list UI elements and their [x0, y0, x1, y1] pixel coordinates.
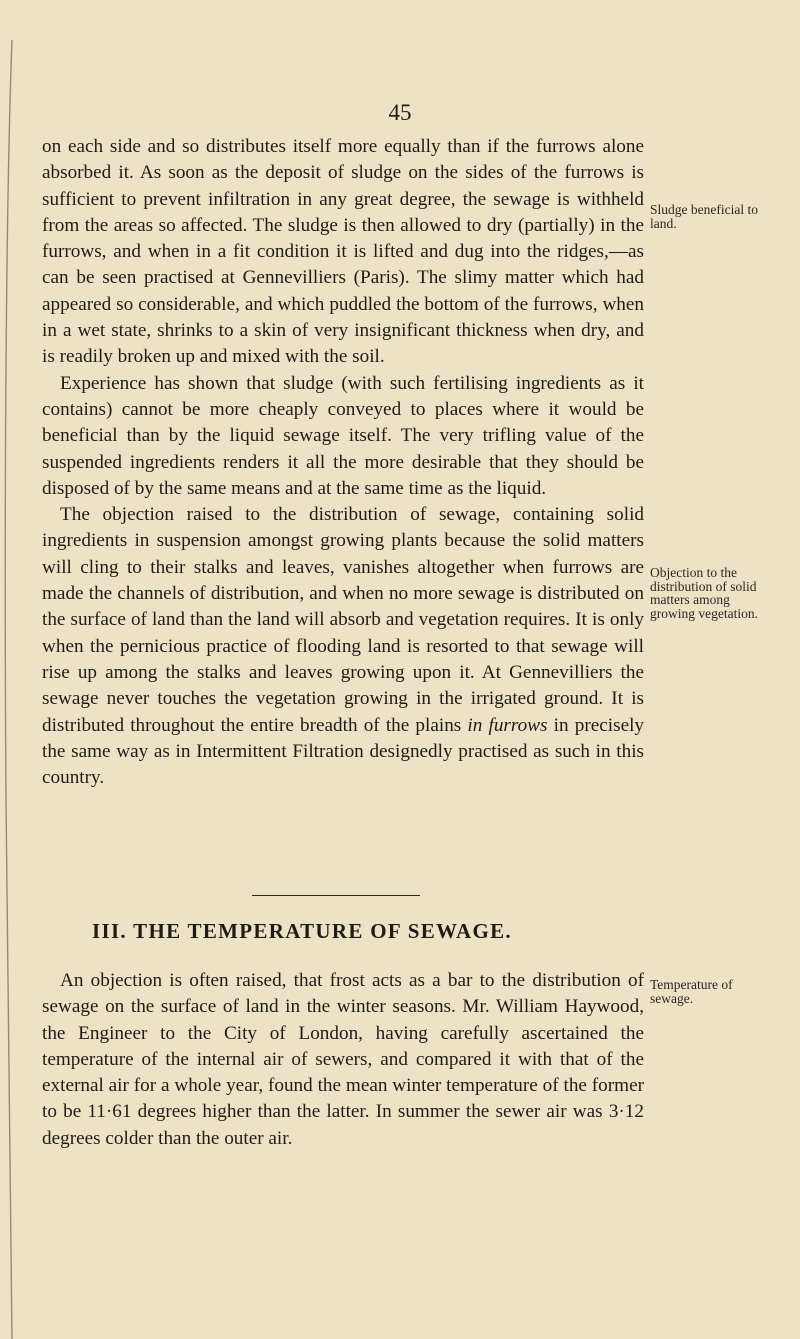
- section-heading: III. THE TEMPERATURE OF SEWAGE.: [92, 919, 512, 943]
- emphasis-in-furrows: in furrows: [467, 714, 548, 736]
- paragraph-1: on each side and so distributes itself more equally than if the furrows alone absorbed it. As soon as the deposit of sludge on the sides of the furrows is sufficient to prevent infiltration in any great degree, the sewage is withheld from the areas so affected. The sludge is then allowed to dry (partially) in the furrows, and when in a fit condition it is lifted and dug into the ridges,—as can be seen practised at Gennevilliers (Paris). The slimy matter which had appeared so considerable, and which puddled the bottom of the furrows, when in a wet state, shrinks to a skin of very insignificant thickness when dry, and is readily broken up and mixed with the soil.: [42, 136, 644, 368]
- paragraph-2: Experience has shown that sludge (with such fertilising ingredients as it contains) cannot be more cheaply conveyed to places where it would be beneficial than by the liquid sewage itself. The very trifling value of the suspended ingredients renders it all the more desirable that they should be disposed of by the same means and at the same time as the liquid.: [42, 372, 644, 499]
- page-curve-shadow: [0, 0, 20, 1339]
- paragraph-3-end: in precisely the same way as in Intermittent Filtration designedly practised as such in this country.: [42, 714, 645, 789]
- margin-note-sludge: Sludge beneficial to land.: [650, 202, 758, 231]
- section-paragraph: An objection is often raised, that frost acts as a bar to the distribution of sewage on the surface of land in the winter seasons. Mr. William Haywood, the Engineer to the City of London, having carefully ascertained the temperature of the internal air of sewers, and compared it with that of the external air for a whole year, found the mean winter temperature of the former to be 11·61 degrees higher than the latter. In summer the sewer air was 3·12 degrees colder than the outer air.: [42, 970, 644, 1149]
- section-text: [42, 968, 644, 1152]
- page-number: 45: [388, 100, 412, 125]
- paragraph-3: [42, 502, 644, 791]
- margin-note-objection: Objection to the distribution of solid matters among growing vegetation.: [650, 565, 758, 621]
- paragraph-3-text: The objection raised to the distribution of sewage, containing solid ingredients in suspension amongst growing plants because the solid matters will cling to their stalks and leaves, vanishes altogether when furrows are made the channels of distribution, and when no more sewage is distributed on the surface of land than the land will absorb and vegetation requires. It is only when the pernicious practice of flooding land is resorted to that sewage will rise up among the stalks and leaves growing upon it. At Gennevilliers the sewage never touches the vegetation growing in the irrigated ground. It is distributed throughout the entire breadth of the plains: [42, 504, 644, 736]
- main-text: [42, 134, 644, 791]
- margin-note-temperature: Temperature of sewage.: [650, 977, 733, 1006]
- section-divider: [252, 895, 420, 896]
